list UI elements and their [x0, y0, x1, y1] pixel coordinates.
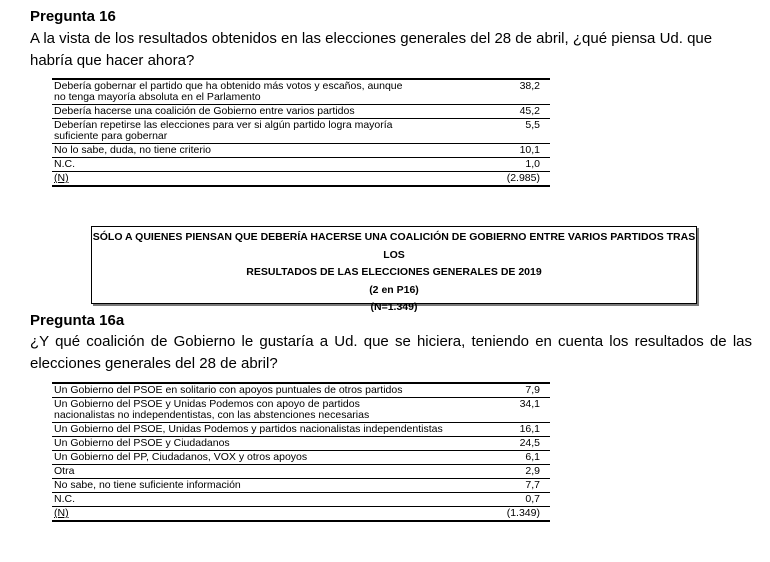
question-16a-results-table — [52, 382, 550, 522]
row-value: 38,2 — [468, 79, 550, 105]
table-row — [52, 437, 550, 451]
row-value: 0,7 — [468, 493, 550, 507]
question-16a-heading: Pregunta 16a — [30, 312, 125, 329]
row-value: (2.985) — [468, 172, 550, 187]
row-value: 24,5 — [468, 437, 550, 451]
row-value: 5,5 — [468, 119, 550, 144]
filter-note-box — [91, 226, 697, 313]
question-16-heading: Pregunta 16 — [30, 8, 116, 25]
filter-note-line: (N=1.349) — [370, 301, 418, 313]
table-row — [52, 479, 550, 493]
row-value: 1,0 — [468, 158, 550, 172]
row-label: Otra — [52, 465, 468, 479]
row-label: Un Gobierno del PSOE y Unidas Podemos con apoyo de partidos nacionalistas no independentistas, con las abstenciones necesarias — [52, 398, 468, 423]
table-row — [52, 465, 550, 479]
row-value: 2,9 — [468, 465, 550, 479]
table-row — [52, 451, 550, 465]
table-row — [52, 423, 550, 437]
row-label: (N) — [52, 172, 468, 187]
filter-note-line: RESULTADOS DE LAS ELECCIONES GENERALES DE 2019 — [246, 266, 542, 278]
row-label: Un Gobierno del PSOE, Unidas Podemos y partidos nacionalistas independentistas — [52, 423, 468, 437]
row-label: Un Gobierno del PSOE y Ciudadanos — [52, 437, 468, 451]
table-row — [52, 105, 550, 119]
table-row — [52, 158, 550, 172]
row-value: 16,1 — [468, 423, 550, 437]
table-row — [52, 79, 550, 105]
row-value: 7,7 — [468, 479, 550, 493]
table-row-total — [52, 507, 550, 522]
row-label: Debería gobernar el partido que ha obtenido más votos y escaños, aunque no tenga mayoría absoluta en el Parlamento — [52, 79, 468, 105]
table-row — [52, 119, 550, 144]
table-row — [52, 144, 550, 158]
table-row — [52, 383, 550, 398]
question-16a-text: ¿Y qué coalición de Gobierno le gustaría a Ud. que se hiciera, teniendo en cuenta los resultados de las elecciones generales del 28 de abril? — [30, 333, 752, 372]
row-value: 10,1 — [468, 144, 550, 158]
row-value: 45,2 — [468, 105, 550, 119]
row-label: (N) — [52, 507, 468, 522]
filter-note-line: SÓLO A QUIENES PIENSAN QUE DEBERÍA HACERSE UNA COALICIÓN DE GOBIERNO ENTRE VARIOS PARTIDOS TRAS LOS — [92, 231, 696, 261]
row-label: No lo sabe, duda, no tiene criterio — [52, 144, 468, 158]
table-row — [52, 398, 550, 423]
row-value: 7,9 — [468, 383, 550, 398]
row-label: Deberían repetirse las elecciones para ver si algún partido logra mayoría suficiente para gobernar — [52, 119, 468, 144]
table-row — [52, 493, 550, 507]
row-value: (1.349) — [468, 507, 550, 522]
row-label: Un Gobierno del PP, Ciudadanos, VOX y otros apoyos — [52, 451, 468, 465]
row-label: No sabe, no tiene suficiente información — [52, 479, 468, 493]
row-label: N.C. — [52, 158, 468, 172]
row-label: Debería hacerse una coalición de Gobierno entre varios partidos — [52, 105, 468, 119]
filter-note-line: (2 en P16) — [369, 283, 419, 296]
row-value: 6,1 — [468, 451, 550, 465]
row-value: 34,1 — [468, 398, 550, 423]
row-label: Un Gobierno del PSOE en solitario con apoyos puntuales de otros partidos — [52, 383, 468, 398]
row-label: N.C. — [52, 493, 468, 507]
table-row-total — [52, 172, 550, 187]
question-16-results-table — [52, 78, 550, 187]
question-16-text: A la vista de los resultados obtenidos en las elecciones generales del 28 de abril, ¿qué piensa Ud. que habría que hacer ahora? — [30, 30, 713, 69]
